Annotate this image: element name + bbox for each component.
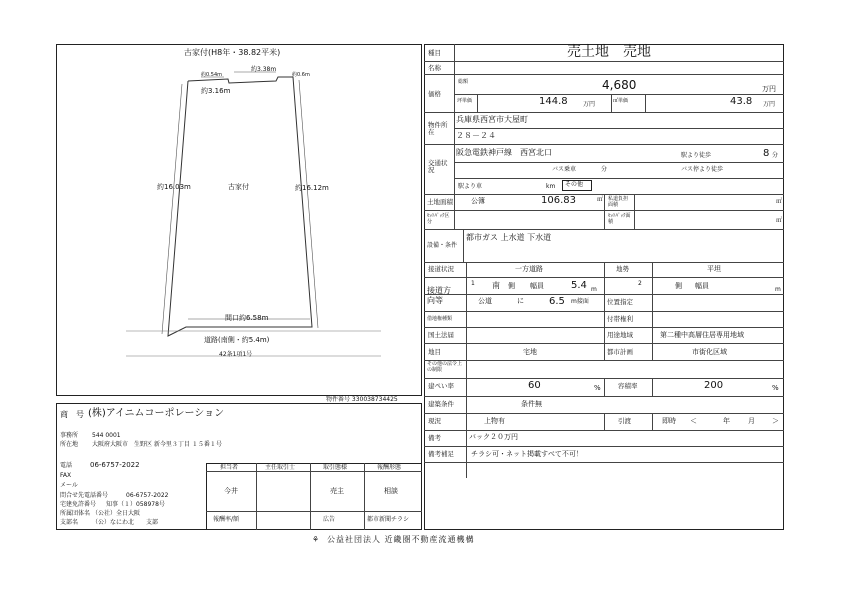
supplement-label: 備考補足 <box>428 450 454 458</box>
cond-value: 条件無 <box>521 400 542 408</box>
zoning-label: 用途地域 <box>607 331 633 339</box>
dim-right-side: 約16.12m <box>295 184 329 192</box>
station-car-label: 駅より車 <box>458 183 483 190</box>
walk-value: 8 <box>763 148 770 159</box>
tel-label: 電話 <box>60 462 73 469</box>
delivery-month: 月 <box>748 417 755 425</box>
road2-width-label: 幅員 <box>695 282 709 290</box>
footer-association: 公益社団法人 近畿圏不動産流通機構 <box>327 535 475 544</box>
delivery-immediate: 即時 <box>662 417 676 425</box>
position-label: 位置指定 <box>607 298 633 306</box>
staff-bottom-2: 広告 <box>323 516 336 523</box>
price-label: 価格 <box>428 90 441 98</box>
contact-label: 問合せ先電話番号 <box>60 492 109 499</box>
branch-value: （公）なにわ北 支部 <box>92 519 159 526</box>
public-ni: に <box>517 297 524 305</box>
road1-width-unit: m <box>591 286 597 293</box>
facilities-value: 都市ガス 上水道 下水道 <box>466 233 552 242</box>
staff-value-2: 売主 <box>330 487 344 495</box>
road1-side: 側 <box>508 282 515 290</box>
staff-header-2: 取引態様 <box>323 464 348 471</box>
cityplan-label: 国土法届 <box>428 331 454 339</box>
contact-tel: 06-6757-2022 <box>126 492 169 499</box>
current-value: 上物有 <box>484 417 505 425</box>
road-dir-label: 接道方向等 <box>427 286 451 305</box>
road2-width-unit: m <box>775 286 781 293</box>
price-value: 4,680 <box>602 78 637 92</box>
station-car-unit: km <box>546 183 556 190</box>
delivery-label: 引渡 <box>618 417 631 425</box>
leasehold-label: 借地権種類 <box>427 316 453 322</box>
total-label: 総額 <box>458 79 469 85</box>
license-no: 知事（１）058978号 <box>106 501 165 508</box>
land-area-label: 土地面積 <box>427 198 453 206</box>
fax-label: FAX <box>60 472 72 479</box>
staff-header-1: 主任取引士 <box>265 464 296 471</box>
remarks-value: バック２０万円 <box>469 433 518 441</box>
agent-address: 大阪府大阪市 生野区 新今里３丁目 １５番１号 <box>92 441 222 448</box>
setback-label: ｾｯﾄﾊﾞｯｸ区分 <box>427 213 450 225</box>
walk-label: 駅より徒歩 <box>681 152 712 159</box>
assoc-value: （公社）全日大阪 <box>92 510 141 517</box>
far-value: 200 <box>704 380 724 391</box>
current-label: 現況 <box>428 417 441 425</box>
zoning-value: 第二種中高層住居専用地域 <box>660 331 744 339</box>
dim-left-side: 約16.03m <box>157 183 191 191</box>
urban-value: 市街化区域 <box>692 348 727 356</box>
delivery-open: ＜ <box>690 417 697 425</box>
road1-direction: 南 <box>492 281 500 290</box>
topography-label: 地勢 <box>616 265 629 273</box>
trade-name: (株)アイニムコーポレーション <box>88 408 225 419</box>
bcr-label: 建ぺい率 <box>428 382 454 390</box>
office-label: 事務所 <box>60 432 79 439</box>
assoc-label: 所属団体名 <box>60 510 91 517</box>
staff-value-3: 相談 <box>384 487 398 495</box>
private-road-unit: ㎡ <box>776 198 783 205</box>
other-label: その他 <box>565 181 584 188</box>
bcr-value: 60 <box>528 380 541 391</box>
delivery-close: ＞ <box>772 417 779 425</box>
setback-area-label: ｾｯﾄﾊﾞｯｸ面積 <box>608 213 631 225</box>
bus-ride-unit: 分 <box>601 166 608 173</box>
registry-no: 物件番号 330038734425 <box>326 396 398 403</box>
type-value: 売土地 売地 <box>567 44 651 60</box>
facilities-label: 設備・条件 <box>427 242 458 249</box>
staff-value-0: 今井 <box>224 487 238 495</box>
topography-value: 平坦 <box>707 265 721 273</box>
bcr-pct: % <box>594 384 601 392</box>
sqm-price-value: 43.8 <box>730 96 753 107</box>
land-area-unit: ㎡ <box>597 196 604 203</box>
bus-ride-label: バス乗車 <box>552 166 577 173</box>
sqm-price-unit: 万円 <box>763 101 776 108</box>
staff-bottom-0: 報酬率/額 <box>213 516 240 523</box>
contact-length: 6.5 <box>549 296 565 307</box>
urban-label: 都市計画 <box>607 348 633 356</box>
other-limits-label: その他の法令上の制限 <box>427 361 463 373</box>
tel-value: 06-6757-2022 <box>90 461 140 469</box>
trade-name-label: 商 号 <box>60 410 84 419</box>
name-label: 名称 <box>428 64 441 72</box>
staff-header-3: 報酬形態 <box>377 464 402 471</box>
dim-left-upper: 約3.16m <box>201 87 231 95</box>
far-label: 容積率 <box>618 382 638 390</box>
contact-suffix: m接面 <box>571 298 589 305</box>
dim-top-right-small: 約0.6m <box>292 72 310 78</box>
dim-top-mid: 約3.38m <box>251 66 277 73</box>
setback-area-unit: ㎡ <box>776 217 783 224</box>
transport-label: 交通状況 <box>428 159 448 174</box>
road2-side: 側 <box>675 282 682 290</box>
location-label: 物件所在 <box>428 121 448 136</box>
tsubo-price-unit: 万円 <box>583 101 596 108</box>
supplement-value: チラシ可・ネット掲載すべて不可！ <box>471 450 583 458</box>
tsubo-price-value: 144.8 <box>539 96 568 107</box>
association-logo-icon: ⚘ <box>312 535 320 544</box>
staff-bottom-3: 都市新聞チラシ <box>367 516 410 523</box>
tsubo-price-label: 坪単価 <box>457 98 473 104</box>
staff-header-0: 担当者 <box>220 464 239 471</box>
branch-label: 支部名 <box>60 519 79 526</box>
dim-top-left-small: 約0.54m <box>201 72 223 78</box>
road1-width: 5.4 <box>571 280 587 291</box>
road-class: 42条1項1号 <box>219 351 253 358</box>
price-unit: 万円 <box>762 85 776 93</box>
road1-width-label: 幅員 <box>530 282 544 290</box>
public-road-label: 公道 <box>478 297 492 305</box>
private-road-label: 私道負担面積 <box>608 196 629 208</box>
train-line: 阪急電鉄神戸線 西宮北口 <box>456 148 552 157</box>
address-line-2: ２８－２４ <box>456 131 496 140</box>
land-cat-value: 宅地 <box>523 348 537 356</box>
bus-walk-label: バス停より徒歩 <box>681 166 724 173</box>
mail-label: メール <box>60 482 78 489</box>
license-label: 宅建免許番号 <box>60 501 97 508</box>
sqm-price-label: ㎡単価 <box>613 98 629 104</box>
remarks-label: 備考 <box>428 434 441 442</box>
road2-index: 2 <box>638 280 642 287</box>
land-area-basis: 公簿 <box>471 197 485 205</box>
land-cat-label: 地目 <box>428 348 441 356</box>
cond-label: 建築条件 <box>428 400 454 408</box>
dim-frontage: 間口約6.58m <box>225 314 269 322</box>
building-label: 古家付 <box>228 183 249 191</box>
walk-unit: 分 <box>772 152 779 159</box>
postal-code: 544 0001 <box>92 432 121 439</box>
far-pct: % <box>772 384 779 392</box>
plan-title: 古家付(H8年・38.82平米) <box>184 48 281 57</box>
fixed-term-label: 付帯権利 <box>607 315 633 323</box>
land-area-value: 106.83 <box>541 195 576 206</box>
road1-index: 1 <box>471 280 475 287</box>
delivery-year: 年 <box>723 417 730 425</box>
type-label: 種目 <box>428 49 441 57</box>
road-status-value: 一方道路 <box>515 265 543 273</box>
road-status-label: 接道状況 <box>428 265 454 273</box>
location-label: 所在地 <box>60 441 79 448</box>
address-line-1: 兵庫県西宮市大屋町 <box>456 115 528 124</box>
road-label: 道路(南側・約5.4m) <box>204 336 270 344</box>
